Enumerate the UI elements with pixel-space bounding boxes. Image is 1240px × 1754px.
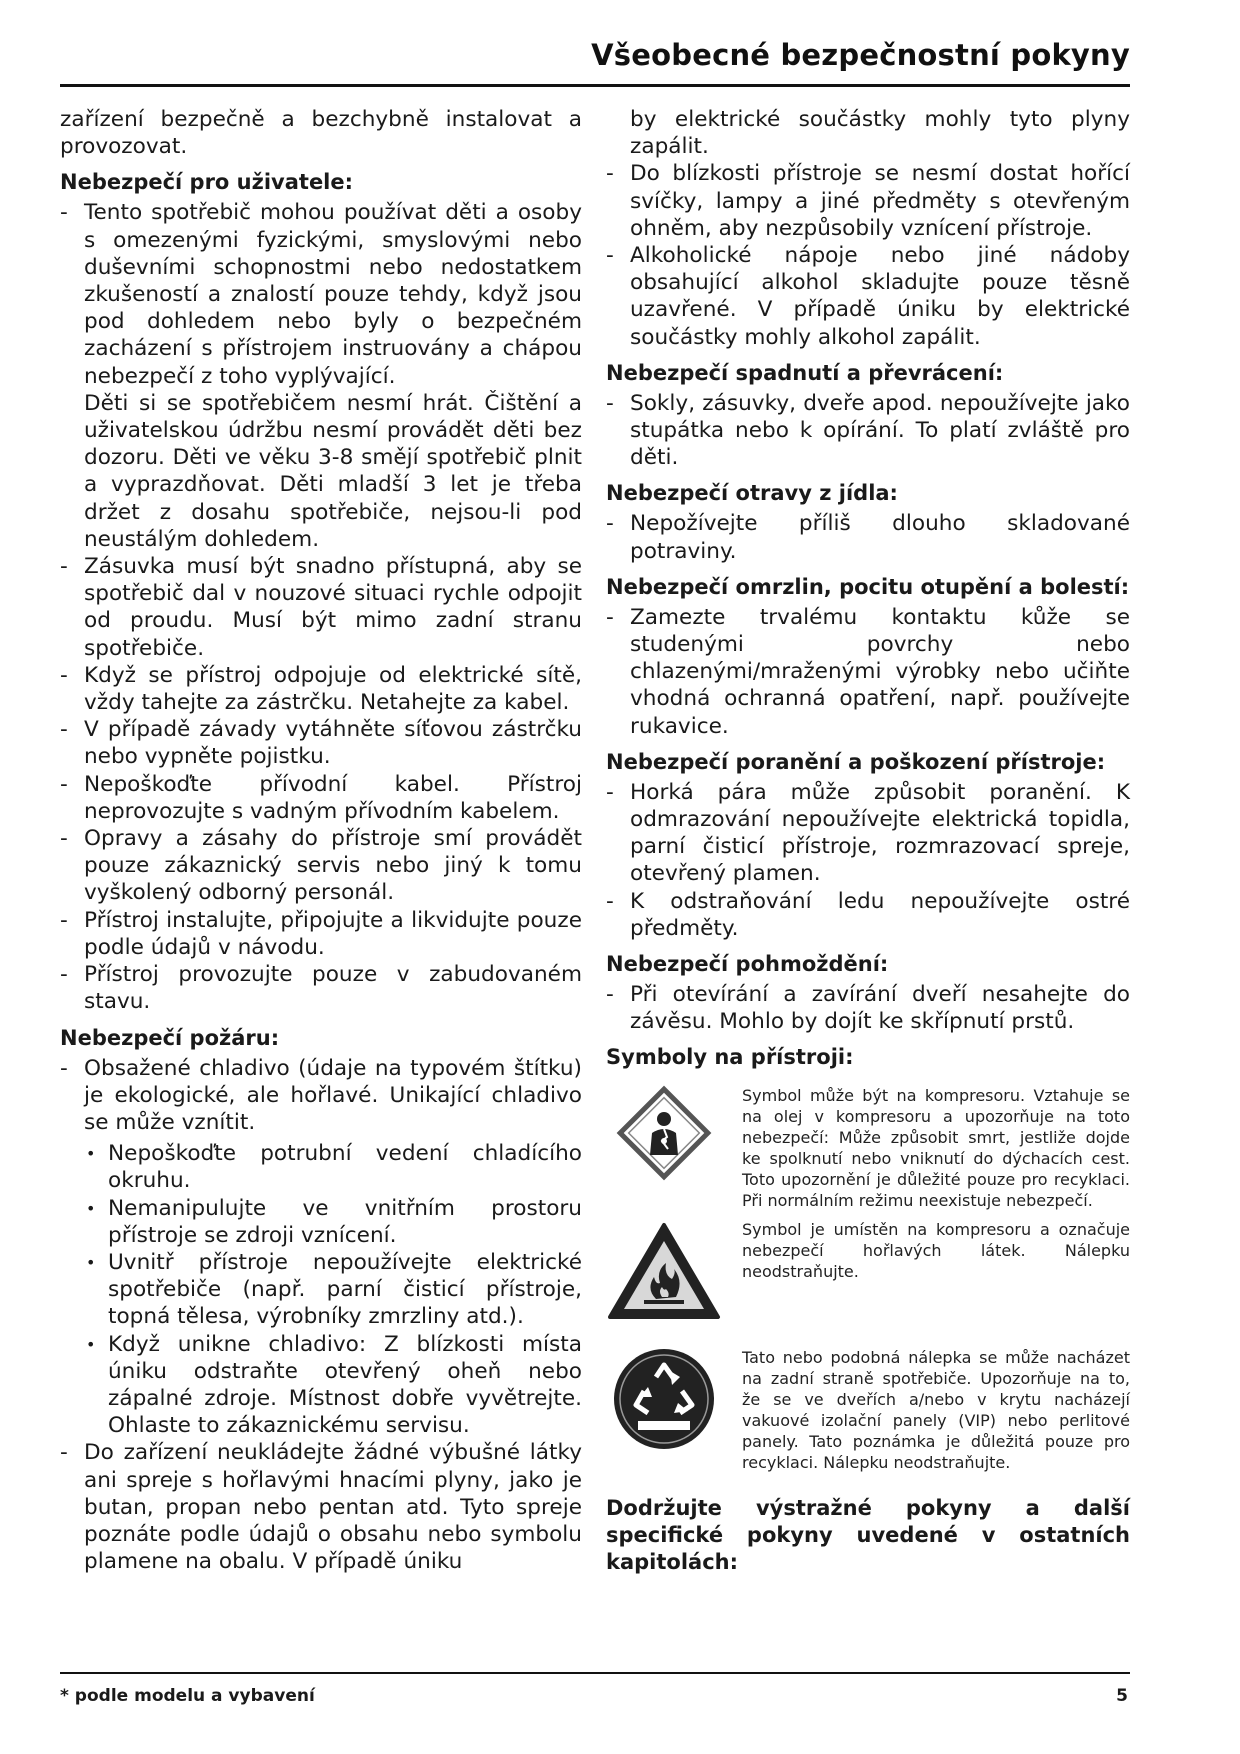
list-item: - Tento spotřebič mohou používat děti a osoby s omezenými fyzickými, smyslovými nebo duševními schopnostmi nebo nedostatkem zkušeností a znalostí pouze tehdy, když jsou pod dohledem nebo byly o bezpečném zacházení s přístrojem instruovány a chápou nebezpečí z toho vyplývající. Děti si se spotřebičem nesmí hrát. Čištění a uživatelskou údržbu nesmí provádět děti bez dozoru. Děti ve věku 3-8 smějí spotřebič plnit a vyprazdňovat. Děti mladší 3 let je třeba držet z dosahu spotřebiče, nejsou-li pod neustálým dohledem.: [60, 199, 582, 553]
page-number: 5: [1116, 1686, 1128, 1706]
list-item: - Alkoholické nápoje nebo jiné nádoby obsahující alkohol skladujte pouze těsně uzavřené. V případě úniku by elektrické součástky mohly alkohol zapálit.: [606, 242, 1130, 351]
closing-notice: Dodržujte výstražné pokyny a další specifické pokyny uvedené v ostatních kapitolách:: [606, 1496, 1130, 1575]
right-column: [606, 106, 1130, 1576]
children-note: Děti si se spotřebičem nesmí hrát. Čištění a uživatelskou údržbu nesmí provádět děti bez dozoru. Děti ve věku 3-8 smějí spotřebič plnit a vyprazdňovat. Děti mladší 3 let je třeba držet z dosahu spotřebiče, nejsou-li pod neustálým dohledem.: [84, 390, 582, 552]
footer-note: * podle modelu a vybavení: [60, 1686, 315, 1706]
bullet-item: • Nemanipulujte ve vnitřním prostoru přístroje se zdroji vznícení.: [84, 1195, 582, 1249]
list-item: - Přístroj instalujte, připojujte a likvidujte pouze podle údajů v návodu.: [60, 907, 582, 961]
list-item: - Zamezte trvalému kontaktu kůže se studenými povrchy nebo chlazenými/mraženými výrobky nebo učiňte vhodná ochranná opatření, např. používejte rukavice.: [606, 604, 1130, 740]
frost-danger-heading: Nebezpečí omrzlin, pocitu otupění a bolestí:: [606, 574, 1130, 599]
symbol-row: [606, 1347, 1130, 1473]
bruise-danger-list: [606, 981, 1130, 1035]
list-item: - Opravy a zásahy do přístroje smí provádět pouze zákaznický servis nebo jiný k tomu vyškolený odborný personál.: [60, 825, 582, 907]
symbol-description: Tato nebo podobná nálepka se může nacházet na zadní straně spotřebiče. Upozorňuje na to, že se ve dveřích a/nebo v krytu nacházejí vakuové izolační panely (VIP) nebo perlitové panely. Tato poznámka je důležitá pouze pro recyklaci. Nálepku neodstraňujte.: [742, 1348, 1130, 1473]
list-item: - Horká pára může způsobit poranění. K odmrazování nepoužívejte elektrická topidla, parní čisticí přístroje, rozmrazovací spreje, otevřený plamen.: [606, 779, 1130, 888]
bullet-item: • Nepoškoďte potrubní vedení chladícího okruhu.: [84, 1140, 582, 1194]
bruise-danger-heading: Nebezpečí pohmoždění:: [606, 952, 889, 977]
injury-danger-list: [606, 779, 1130, 942]
footer-divider: [60, 1672, 1130, 1674]
symbol-row: [606, 1085, 1130, 1211]
symbol-description: Symbol může být na kompresoru. Vztahuje se na olej v kompresoru a upozorňuje na toto nebezpečí: Může způsobit smrt, jestliže dojde ke spolknutí nebo vniknutí do dýchacích cest. Toto upozornění je důležité pouze pro recyklaci. Při normálním režimu neexistuje nebezpečí.: [742, 1086, 1130, 1211]
left-column: [60, 106, 582, 1575]
list-item: - Přístroj provozujte pouze v zabudovaném stavu.: [60, 961, 582, 1015]
list-item: - Nepoškoďte přívodní kabel. Přístroj neprovozujte s vadným přívodním kabelem.: [60, 771, 582, 825]
list-item: - V případě závady vytáhněte síťovou zástrčku nebo vypněte pojistku.: [60, 716, 582, 770]
list-item: - Sokly, zásuvky, dveře apod. nepoužívejte jako stupátka nebo k opírání. To platí zvláště pro děti.: [606, 390, 1130, 472]
fall-danger-list: [606, 390, 1130, 472]
bullet-item: • Když unikne chladivo: Z blízkosti místa úniku odstraňte otevřený oheň nebo zápalné zdroje. Místnost dobře vyvětrejte. Ohlaste to zákaznickému servisu.: [84, 1331, 582, 1440]
page-title: Všeobecné bezpečnostní pokyny: [591, 38, 1130, 72]
list-item: - Zásuvka musí být snadno přístupná, aby se spotřebič dal v nouzové situaci rychle odpojit od proudu. Musí být mimo zadní stranu spotřebiče.: [60, 553, 582, 662]
food-danger-heading: Nebezpečí otravy z jídla:: [606, 481, 898, 506]
fire-danger-heading: Nebezpečí požáru:: [60, 1025, 280, 1050]
symbols-heading: Symboly na přístroji:: [606, 1045, 854, 1070]
bullet-item: • Uvnitř přístroje nepoužívejte elektrické spotřebiče (např. parní čisticí přístroje, topná tělesa, výrobníky zmrzliny atd.).: [84, 1249, 582, 1331]
list-item: - Do blízkosti přístroje se nesmí dostat hořící svíčky, lampy a jiné předměty s otevřeným ohněm, aby nezpůsobily vznícení přístroje.: [606, 160, 1130, 242]
fire-continued-list: [606, 160, 1130, 350]
flammable-warning-icon: [606, 1219, 722, 1321]
food-danger-list: [606, 510, 1130, 564]
fire-danger-list: [60, 1055, 582, 1576]
symbol-description: Symbol je umístěn na kompresoru a označuje nebezpečí hořlavých látek. Nálepku neodstraňujte.: [742, 1220, 1130, 1282]
list-item: - Do zařízení neukládejte žádné výbušné látky ani spreje s hořlavými hnacími plyny, jako je butan, propan nebo pentan atd. Tyto spreje poznáte podle údajů o obsahu nebo symbolu plamene na obalu. V případě úniku: [60, 1439, 582, 1575]
frost-danger-list: [606, 604, 1130, 740]
fall-danger-heading: Nebezpečí spadnutí a převrácení:: [606, 360, 1004, 385]
symbol-row: [606, 1219, 1130, 1321]
list-item: - Nepožívejte příliš dlouho skladované potraviny.: [606, 510, 1130, 564]
intro-paragraph: zařízení bezpečně a bezchybně instalovat a provozovat.: [60, 107, 582, 160]
continuation-paragraph: by elektrické součástky mohly tyto plyny zapálit.: [630, 107, 1130, 160]
recycling-sticker-icon: [606, 1347, 722, 1451]
user-danger-list: [60, 199, 582, 1015]
list-item: - Obsažené chladivo (údaje na typovém štítku) je ekologické, ale hořlavé. Unikající chladivo se může vznítit. • Nepoškoďte potrubní vedení chladícího okruhu. • Nemanipulujte ve vnitřním prostoru přístroje se zdroji vznícení. • Uvnitř přístroje nepoužívejte elektrické spotřebiče (např. parní čisticí přístroje, topná tělesa, výrobníky zmrzliny atd.). • Když unikne chladivo: Z blízkosti místa úniku odstraňte otevřený oheň nebo zápalné zdroje. Místnost dobře vyvětrejte. Ohlaste to zákaznickému servisu.: [60, 1055, 582, 1440]
list-item: - Když se přístroj odpojuje od elektrické sítě, vždy tahejte za zástrčku. Netahejte za kabel.: [60, 662, 582, 716]
health-hazard-icon: [606, 1085, 722, 1181]
list-item: - Při otevírání a zavírání dveří nesahejte do závěsu. Mohlo by dojít ke skřípnutí prstů.: [606, 981, 1130, 1035]
injury-danger-heading: Nebezpečí poranění a poškození přístroje:: [606, 749, 1106, 774]
header-divider: [60, 84, 1130, 87]
user-danger-heading: Nebezpečí pro uživatele:: [60, 170, 354, 195]
fire-sub-list: [84, 1140, 582, 1439]
list-item: - K odstraňování ledu nepoužívejte ostré předměty.: [606, 888, 1130, 942]
